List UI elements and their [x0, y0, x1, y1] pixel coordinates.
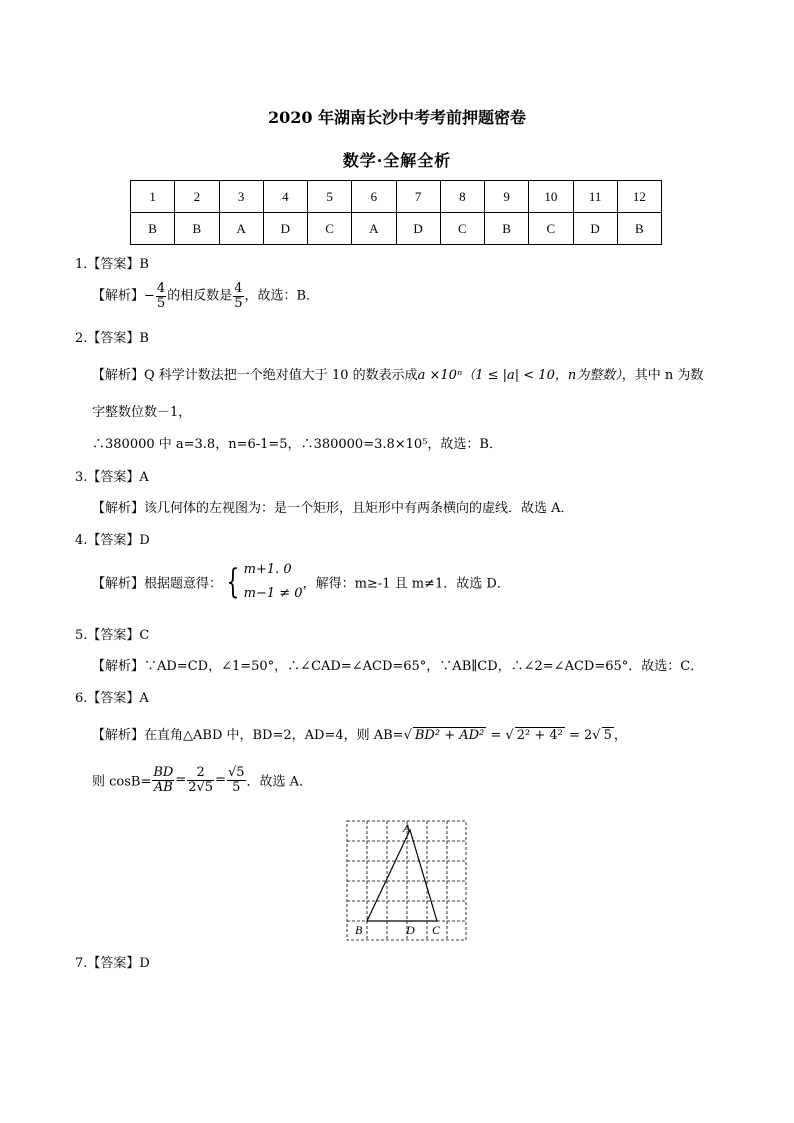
table-cell-answer: C — [440, 213, 484, 245]
q1-analysis: 【解析】− $\frac{4}{5}$ 的相反数是 $\frac{4}{5}$ ，故选：B． — [92, 281, 320, 311]
sqrt-sign-icon: √ — [505, 728, 514, 743]
q1-fraction-b: $\frac{4}{5}$ — [234, 281, 243, 311]
q4-conclusion: ，解得：m≥-1 且 m≠1．故选 D． — [302, 576, 510, 592]
q6-line2-end: ．故选 A． — [246, 774, 313, 790]
table-cell-answer: B — [175, 213, 219, 245]
table-cell-number: 11 — [573, 181, 617, 213]
triangle-abc — [367, 830, 437, 921]
point-label-d: D — [406, 923, 415, 937]
q6-sqrt-3: 5 — [603, 728, 612, 743]
q1-analysis-tag: 【解析】 — [92, 288, 145, 304]
left-brace-icon: { — [226, 562, 240, 602]
q6-answer-label: 6.【答案】A — [75, 691, 149, 706]
q2-analysis-line2: 字整数位数－1， — [92, 405, 192, 420]
table-cell-answer: B — [617, 213, 661, 245]
table-cell-number: 9 — [485, 181, 529, 213]
q6-fraction-1: $\frac{BD}{AB}$ — [153, 765, 174, 795]
sqrt-sign-icon: √ — [592, 728, 601, 743]
q6-sqrt-1: BD² + AD² — [414, 728, 485, 743]
table-cell-number: 7 — [396, 181, 440, 213]
q6-analysis-line2: 则 cosB= $\frac{BD}{AB}$ = $\frac{2}{2√5}$ = $\frac{√5}{5}$ ．故选 A． — [92, 765, 313, 795]
q1-end-text: ，故选：B． — [244, 288, 320, 304]
q6-analysis-line1: 【解析】在直角△ABD 中，BD=2，AD=4，则 AB=√ BD² + AD² = √ 2² + 4² = 2√ 5 ， — [92, 728, 627, 743]
q3-answer-label: 3.【答案】A — [75, 470, 149, 485]
point-label-b: B — [355, 923, 363, 937]
document-title: 2020 年湖南长沙中考考前押题密卷 — [267, 108, 527, 127]
answer-table-number-row — [131, 181, 662, 213]
q2-analysis-line3: ∴380000 中 a=3.8，n=6-1=5，∴380000=3.8×10⁵，故选：B． — [92, 437, 502, 452]
point-label-c: C — [432, 923, 441, 937]
table-cell-answer: C — [308, 213, 352, 245]
table-cell-number: 10 — [529, 181, 573, 213]
table-cell-number: 3 — [219, 181, 263, 213]
table-cell-number: 5 — [308, 181, 352, 213]
q4-answer-label: 4.【答案】D — [75, 533, 150, 548]
q6-sqrt-2: 2² + 4² — [516, 728, 563, 743]
triangle-grid-figure — [346, 820, 468, 942]
point-label-a: A — [403, 821, 411, 835]
q3-analysis: 【解析】该几何体的左视图为：是一个矩形，且矩形中有两条横向的虚线．故选 A． — [92, 501, 574, 516]
answer-table-answer-row — [131, 213, 662, 245]
q5-analysis: 【解析】∵AD=CD，∠1=50°，∴∠CAD=∠ACD=65°，∵AB∥CD，∴∠2=∠ACD=65°．故选：C． — [92, 659, 704, 674]
q6-line1-pre: 【解析】在直角△ABD 中，BD=2，AD=4，则 AB= — [92, 728, 404, 743]
q4-analysis — [92, 558, 510, 606]
q4-analysis-tag: 【解析】根据题意得： — [92, 576, 223, 592]
q1-answer-label: 1.【答案】B — [75, 257, 149, 272]
table-cell-answer: C — [529, 213, 573, 245]
q2-analysis-line1 — [92, 364, 703, 383]
table-cell-answer: A — [352, 213, 396, 245]
table-cell-number: 12 — [617, 181, 661, 213]
q2-line1-formula: a ×10ⁿ（1 ≤ |a| < 10，n为整数） — [417, 368, 622, 383]
q2-line1-text: Q 科学计数法把一个绝对值大于 10 的数表示成 — [144, 368, 418, 383]
q6-fraction-2: $\frac{2}{2√5}$ — [188, 765, 214, 795]
q2-answer-label: 2.【答案】B — [75, 331, 149, 346]
table-cell-answer: D — [263, 213, 307, 245]
q2-analysis-tag: 【解析】 — [92, 368, 145, 383]
q6-line2-pre: 则 cosB= — [92, 774, 152, 790]
table-cell-answer: A — [219, 213, 263, 245]
q2-line1-tail: ，其中 n 为数 — [621, 368, 704, 383]
table-cell-answer: D — [573, 213, 617, 245]
table-cell-answer: D — [396, 213, 440, 245]
q5-answer-label: 5.【答案】C — [75, 628, 150, 643]
q1-fraction-a: $\frac{4}{5}$ — [156, 281, 166, 311]
table-cell-number: 6 — [352, 181, 396, 213]
answer-table — [130, 180, 662, 245]
table-cell-number: 2 — [175, 181, 219, 213]
table-cell-answer: B — [485, 213, 529, 245]
q6-fraction-3: $\frac{√5}{5}$ — [227, 765, 245, 795]
table-cell-number: 8 — [440, 181, 484, 213]
table-cell-number: 4 — [263, 181, 307, 213]
q1-mid-text: 的相反数是 — [167, 288, 233, 304]
q4-equation-system: m+1. 0 m−1 ≠ 0 — [243, 562, 303, 601]
document-subtitle: 数学·全解全析 — [342, 151, 452, 170]
sqrt-sign-icon: √ — [403, 728, 412, 743]
table-cell-answer: B — [131, 213, 175, 245]
q7-answer-label: 7.【答案】D — [75, 956, 150, 971]
table-cell-number: 1 — [131, 181, 175, 213]
